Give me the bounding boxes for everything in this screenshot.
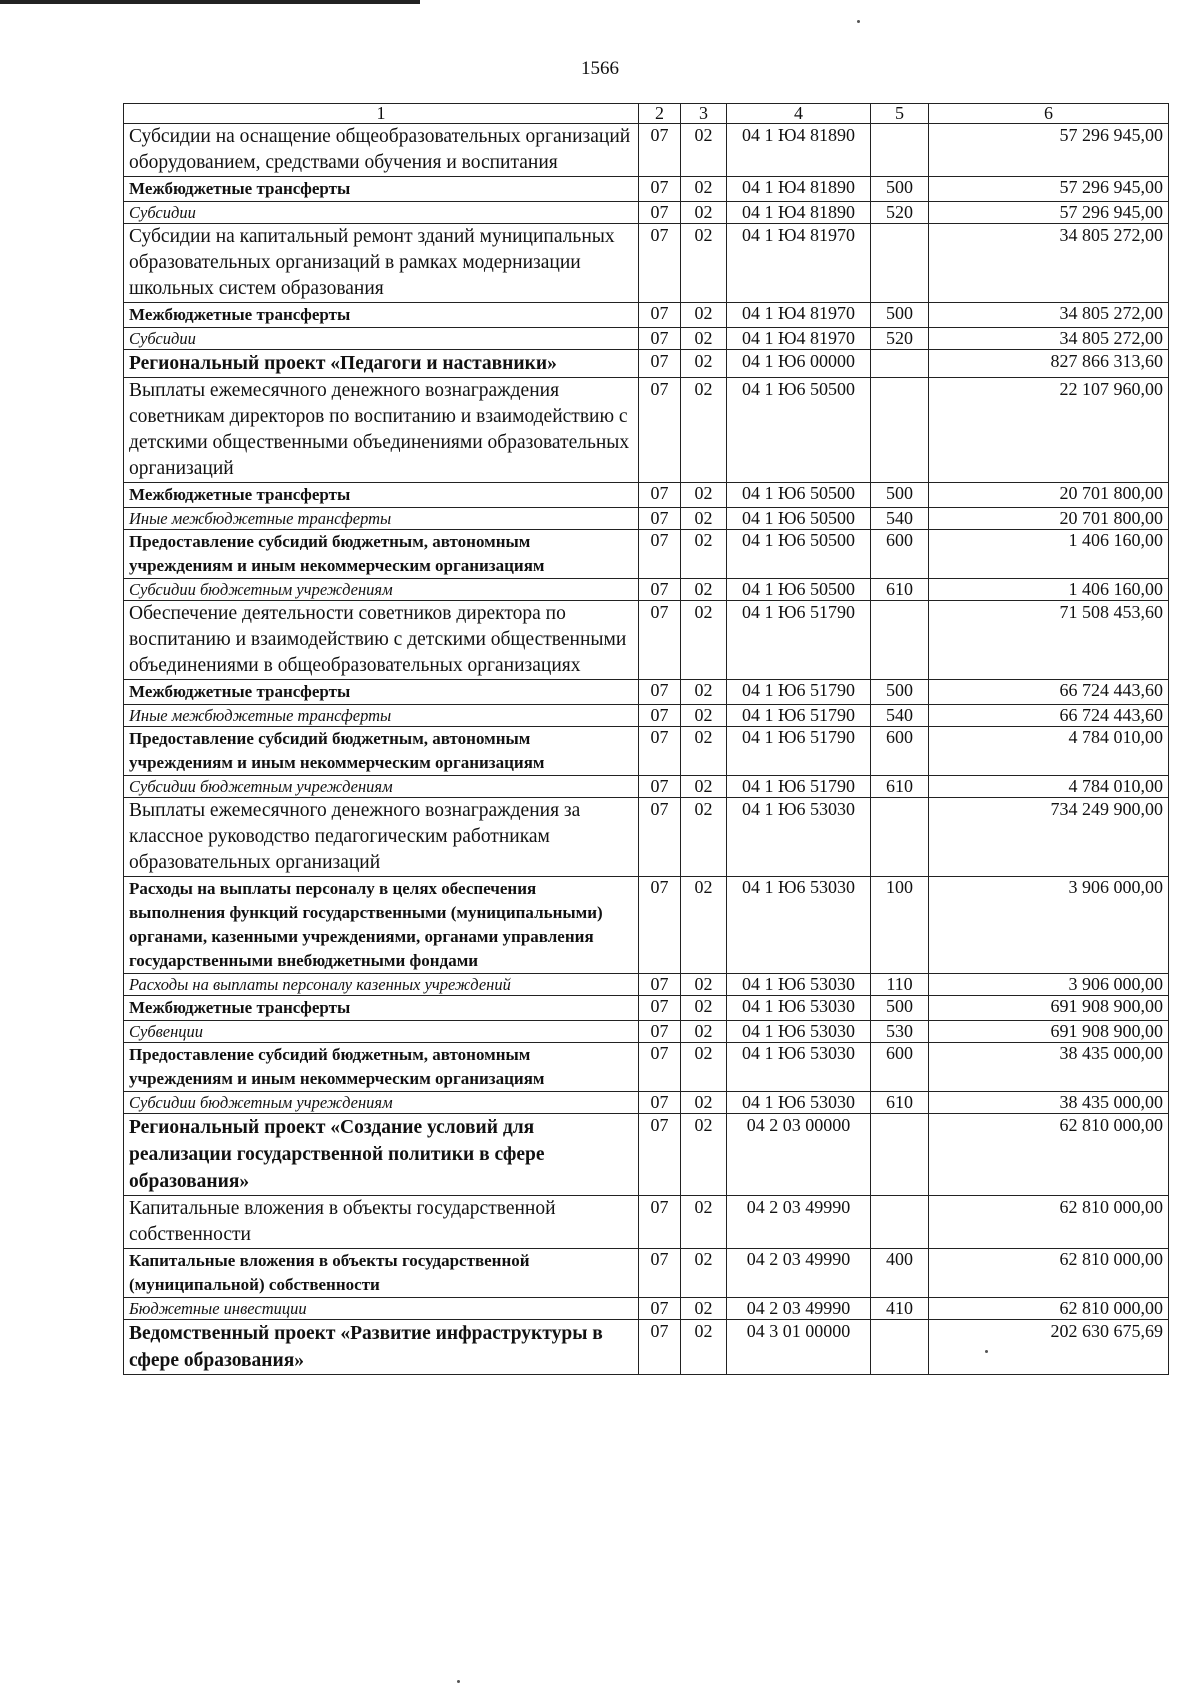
column-number-row <box>124 104 1169 124</box>
table-row <box>124 1114 1169 1196</box>
row-subsection-cell: 02 <box>681 1249 727 1298</box>
row-expense-type-cell <box>871 124 929 177</box>
table-row <box>124 328 1169 350</box>
row-amount-cell: 4 784 010,00 <box>929 776 1169 798</box>
row-expense-type-cell: 610 <box>871 579 929 601</box>
row-section-cell: 07 <box>639 508 681 530</box>
row-subsection-cell: 02 <box>681 798 727 877</box>
row-amount-cell: 38 435 000,00 <box>929 1043 1169 1092</box>
row-name-cell: Межбюджетные трансферты <box>124 996 639 1021</box>
row-section-cell: 07 <box>639 1298 681 1320</box>
column-header-4: 4 <box>727 104 871 124</box>
row-name-cell: Расходы на выплаты персоналу казенных учреждений <box>124 974 639 996</box>
row-section-cell: 07 <box>639 798 681 877</box>
row-expense-type-cell: 500 <box>871 303 929 328</box>
row-target-article-cell: 04 2 03 00000 <box>727 1114 871 1196</box>
row-amount-cell: 691 908 900,00 <box>929 996 1169 1021</box>
table-row <box>124 776 1169 798</box>
row-amount-cell: 3 906 000,00 <box>929 877 1169 974</box>
row-subsection-cell: 02 <box>681 224 727 303</box>
row-name-cell: Региональный проект «Педагоги и наставники» <box>124 350 639 378</box>
table-row <box>124 1298 1169 1320</box>
row-name-cell: Субсидии на капитальный ремонт зданий муниципальных образовательных организаций в рамках модернизации школьных систем образования <box>124 224 639 303</box>
row-subsection-cell: 02 <box>681 177 727 202</box>
row-section-cell: 07 <box>639 1092 681 1114</box>
row-expense-type-cell <box>871 1196 929 1249</box>
row-expense-type-cell <box>871 601 929 680</box>
row-target-article-cell: 04 1 Ю4 81970 <box>727 224 871 303</box>
row-target-article-cell: 04 1 Ю6 50500 <box>727 378 871 483</box>
row-name-cell: Межбюджетные трансферты <box>124 483 639 508</box>
row-expense-type-cell: 610 <box>871 776 929 798</box>
row-section-cell: 07 <box>639 378 681 483</box>
row-target-article-cell: 04 1 Ю6 51790 <box>727 705 871 727</box>
row-target-article-cell: 04 1 Ю6 00000 <box>727 350 871 378</box>
row-expense-type-cell: 540 <box>871 508 929 530</box>
row-target-article-cell: 04 1 Ю6 53030 <box>727 974 871 996</box>
row-name-cell: Иные межбюджетные трансферты <box>124 508 639 530</box>
row-target-article-cell: 04 1 Ю6 53030 <box>727 1092 871 1114</box>
row-amount-cell: 62 810 000,00 <box>929 1114 1169 1196</box>
row-expense-type-cell: 600 <box>871 1043 929 1092</box>
row-section-cell: 07 <box>639 483 681 508</box>
row-expense-type-cell: 500 <box>871 996 929 1021</box>
row-section-cell: 07 <box>639 776 681 798</box>
row-subsection-cell: 02 <box>681 1043 727 1092</box>
row-target-article-cell: 04 1 Ю6 53030 <box>727 1043 871 1092</box>
row-section-cell: 07 <box>639 1043 681 1092</box>
row-amount-cell: 1 406 160,00 <box>929 530 1169 579</box>
row-section-cell: 07 <box>639 680 681 705</box>
row-subsection-cell: 02 <box>681 483 727 508</box>
row-name-cell: Субсидии <box>124 202 639 224</box>
row-name-cell: Ведомственный проект «Развитие инфраструктуры в сфере образования» <box>124 1320 639 1375</box>
row-amount-cell: 66 724 443,60 <box>929 680 1169 705</box>
row-subsection-cell: 02 <box>681 601 727 680</box>
table-row <box>124 727 1169 776</box>
row-subsection-cell: 02 <box>681 877 727 974</box>
row-section-cell: 07 <box>639 530 681 579</box>
row-target-article-cell: 04 1 Ю6 53030 <box>727 798 871 877</box>
row-amount-cell: 691 908 900,00 <box>929 1021 1169 1043</box>
table-row <box>124 877 1169 974</box>
row-target-article-cell: 04 1 Ю6 50500 <box>727 530 871 579</box>
row-name-cell: Межбюджетные трансферты <box>124 177 639 202</box>
row-section-cell: 07 <box>639 224 681 303</box>
row-expense-type-cell: 500 <box>871 483 929 508</box>
row-subsection-cell: 02 <box>681 530 727 579</box>
row-amount-cell: 827 866 313,60 <box>929 350 1169 378</box>
row-expense-type-cell: 540 <box>871 705 929 727</box>
row-name-cell: Иные межбюджетные трансферты <box>124 705 639 727</box>
table-row <box>124 303 1169 328</box>
row-amount-cell: 20 701 800,00 <box>929 508 1169 530</box>
row-name-cell: Субсидии бюджетным учреждениям <box>124 579 639 601</box>
row-subsection-cell: 02 <box>681 996 727 1021</box>
row-expense-type-cell: 100 <box>871 877 929 974</box>
row-section-cell: 07 <box>639 328 681 350</box>
row-target-article-cell: 04 1 Ю6 50500 <box>727 508 871 530</box>
row-subsection-cell: 02 <box>681 328 727 350</box>
column-header-3: 3 <box>681 104 727 124</box>
row-expense-type-cell: 500 <box>871 177 929 202</box>
table-row <box>124 224 1169 303</box>
row-name-cell: Бюджетные инвестиции <box>124 1298 639 1320</box>
table-row <box>124 1320 1169 1375</box>
row-name-cell: Предоставление субсидий бюджетным, автономным учреждениям и иным некоммерческим организациям <box>124 727 639 776</box>
row-section-cell: 07 <box>639 124 681 177</box>
row-subsection-cell: 02 <box>681 680 727 705</box>
row-name-cell: Обеспечение деятельности советников директора по воспитанию и взаимодействию с детскими общественными объединениями в общеобразовательных организациях <box>124 601 639 680</box>
row-expense-type-cell: 110 <box>871 974 929 996</box>
row-target-article-cell: 04 2 03 49990 <box>727 1249 871 1298</box>
row-name-cell: Межбюджетные трансферты <box>124 680 639 705</box>
row-expense-type-cell: 530 <box>871 1021 929 1043</box>
row-amount-cell: 57 296 945,00 <box>929 202 1169 224</box>
scan-edge-line <box>0 0 420 4</box>
row-subsection-cell: 02 <box>681 1196 727 1249</box>
table-row <box>124 601 1169 680</box>
row-target-article-cell: 04 2 03 49990 <box>727 1196 871 1249</box>
row-subsection-cell: 02 <box>681 124 727 177</box>
table-row <box>124 974 1169 996</box>
row-subsection-cell: 02 <box>681 727 727 776</box>
row-section-cell: 07 <box>639 705 681 727</box>
row-target-article-cell: 04 3 01 00000 <box>727 1320 871 1375</box>
row-section-cell: 07 <box>639 177 681 202</box>
row-target-article-cell: 04 1 Ю6 51790 <box>727 601 871 680</box>
row-subsection-cell: 02 <box>681 508 727 530</box>
row-amount-cell: 62 810 000,00 <box>929 1249 1169 1298</box>
row-name-cell: Субсидии бюджетным учреждениям <box>124 776 639 798</box>
row-section-cell: 07 <box>639 877 681 974</box>
row-target-article-cell: 04 1 Ю4 81890 <box>727 202 871 224</box>
row-amount-cell: 57 296 945,00 <box>929 177 1169 202</box>
row-name-cell: Выплаты ежемесячного денежного вознаграждения советникам директоров по воспитанию и взаимодействию с детскими общественными объединениями образовательных организаций <box>124 378 639 483</box>
row-amount-cell: 34 805 272,00 <box>929 328 1169 350</box>
scan-speck <box>857 20 860 23</box>
row-section-cell: 07 <box>639 1196 681 1249</box>
row-expense-type-cell: 600 <box>871 727 929 776</box>
row-section-cell: 07 <box>639 202 681 224</box>
row-expense-type-cell <box>871 350 929 378</box>
column-header-5: 5 <box>871 104 929 124</box>
row-target-article-cell: 04 2 03 49990 <box>727 1298 871 1320</box>
scan-speck <box>985 1350 988 1353</box>
row-expense-type-cell: 410 <box>871 1298 929 1320</box>
row-amount-cell: 34 805 272,00 <box>929 303 1169 328</box>
column-header-1: 1 <box>124 104 639 124</box>
table-row <box>124 1092 1169 1114</box>
row-section-cell: 07 <box>639 727 681 776</box>
row-name-cell: Расходы на выплаты персоналу в целях обеспечения выполнения функций государственными (муниципальными) органами, казенными учреждениями, органами управления государственными внебюджетными фондами <box>124 877 639 974</box>
row-amount-cell: 4 784 010,00 <box>929 727 1169 776</box>
row-target-article-cell: 04 1 Ю6 50500 <box>727 579 871 601</box>
row-expense-type-cell: 610 <box>871 1092 929 1114</box>
table-row <box>124 1196 1169 1249</box>
row-target-article-cell: 04 1 Ю6 53030 <box>727 996 871 1021</box>
table-row <box>124 1043 1169 1092</box>
row-section-cell: 07 <box>639 974 681 996</box>
row-name-cell: Предоставление субсидий бюджетным, автономным учреждениям и иным некоммерческим организациям <box>124 1043 639 1092</box>
row-target-article-cell: 04 1 Ю6 51790 <box>727 727 871 776</box>
row-amount-cell: 66 724 443,60 <box>929 705 1169 727</box>
row-subsection-cell: 02 <box>681 1298 727 1320</box>
row-name-cell: Выплаты ежемесячного денежного вознаграждения за классное руководство педагогическим работникам образовательных организаций <box>124 798 639 877</box>
row-target-article-cell: 04 1 Ю4 81890 <box>727 124 871 177</box>
row-section-cell: 07 <box>639 1249 681 1298</box>
row-subsection-cell: 02 <box>681 350 727 378</box>
row-amount-cell: 71 508 453,60 <box>929 601 1169 680</box>
table-row <box>124 530 1169 579</box>
table-row <box>124 1021 1169 1043</box>
table-row <box>124 579 1169 601</box>
row-name-cell: Субсидии бюджетным учреждениям <box>124 1092 639 1114</box>
table-row <box>124 508 1169 530</box>
budget-table <box>123 103 1169 1375</box>
scan-speck <box>457 1680 460 1683</box>
row-amount-cell: 34 805 272,00 <box>929 224 1169 303</box>
column-header-6: 6 <box>929 104 1169 124</box>
row-name-cell: Капитальные вложения в объекты государственной собственности <box>124 1196 639 1249</box>
column-header-2: 2 <box>639 104 681 124</box>
row-section-cell: 07 <box>639 996 681 1021</box>
row-section-cell: 07 <box>639 1320 681 1375</box>
row-subsection-cell: 02 <box>681 1114 727 1196</box>
row-name-cell: Предоставление субсидий бюджетным, автономным учреждениям и иным некоммерческим организациям <box>124 530 639 579</box>
row-expense-type-cell <box>871 1320 929 1375</box>
row-expense-type-cell <box>871 378 929 483</box>
row-subsection-cell: 02 <box>681 579 727 601</box>
row-target-article-cell: 04 1 Ю6 53030 <box>727 1021 871 1043</box>
row-subsection-cell: 02 <box>681 1092 727 1114</box>
row-name-cell: Субсидии на оснащение общеобразовательных организаций оборудованием, средствами обучения и воспитания <box>124 124 639 177</box>
row-subsection-cell: 02 <box>681 974 727 996</box>
row-target-article-cell: 04 1 Ю6 51790 <box>727 776 871 798</box>
row-name-cell: Субвенции <box>124 1021 639 1043</box>
row-amount-cell: 20 701 800,00 <box>929 483 1169 508</box>
table-row <box>124 483 1169 508</box>
row-expense-type-cell: 520 <box>871 328 929 350</box>
row-target-article-cell: 04 1 Ю6 53030 <box>727 877 871 974</box>
row-section-cell: 07 <box>639 601 681 680</box>
table-row <box>124 680 1169 705</box>
table-row <box>124 996 1169 1021</box>
row-target-article-cell: 04 1 Ю6 50500 <box>727 483 871 508</box>
row-section-cell: 07 <box>639 1114 681 1196</box>
row-target-article-cell: 04 1 Ю4 81970 <box>727 303 871 328</box>
row-amount-cell: 734 249 900,00 <box>929 798 1169 877</box>
row-subsection-cell: 02 <box>681 202 727 224</box>
table-row <box>124 202 1169 224</box>
row-section-cell: 07 <box>639 350 681 378</box>
row-expense-type-cell <box>871 1114 929 1196</box>
row-name-cell: Субсидии <box>124 328 639 350</box>
table-row <box>124 798 1169 877</box>
table-row <box>124 1249 1169 1298</box>
row-amount-cell: 62 810 000,00 <box>929 1298 1169 1320</box>
table-row <box>124 378 1169 483</box>
row-target-article-cell: 04 1 Ю4 81970 <box>727 328 871 350</box>
row-expense-type-cell <box>871 224 929 303</box>
row-name-cell: Капитальные вложения в объекты государственной (муниципальной) собственности <box>124 1249 639 1298</box>
row-amount-cell: 1 406 160,00 <box>929 579 1169 601</box>
row-subsection-cell: 02 <box>681 705 727 727</box>
row-name-cell: Межбюджетные трансферты <box>124 303 639 328</box>
row-amount-cell: 38 435 000,00 <box>929 1092 1169 1114</box>
row-subsection-cell: 02 <box>681 776 727 798</box>
row-section-cell: 07 <box>639 1021 681 1043</box>
row-section-cell: 07 <box>639 579 681 601</box>
row-amount-cell: 62 810 000,00 <box>929 1196 1169 1249</box>
row-expense-type-cell <box>871 798 929 877</box>
row-target-article-cell: 04 1 Ю4 81890 <box>727 177 871 202</box>
row-subsection-cell: 02 <box>681 1021 727 1043</box>
row-name-cell: Региональный проект «Создание условий для реализации государственной политики в сфере образования» <box>124 1114 639 1196</box>
row-expense-type-cell: 600 <box>871 530 929 579</box>
page-number: 1566 <box>581 58 619 79</box>
table-body <box>124 124 1169 1375</box>
row-expense-type-cell: 500 <box>871 680 929 705</box>
row-subsection-cell: 02 <box>681 378 727 483</box>
row-amount-cell: 22 107 960,00 <box>929 378 1169 483</box>
table-row <box>124 124 1169 177</box>
row-target-article-cell: 04 1 Ю6 51790 <box>727 680 871 705</box>
row-expense-type-cell: 520 <box>871 202 929 224</box>
row-section-cell: 07 <box>639 303 681 328</box>
row-amount-cell: 3 906 000,00 <box>929 974 1169 996</box>
row-expense-type-cell: 400 <box>871 1249 929 1298</box>
row-subsection-cell: 02 <box>681 1320 727 1375</box>
row-amount-cell: 202 630 675,69 <box>929 1320 1169 1375</box>
row-amount-cell: 57 296 945,00 <box>929 124 1169 177</box>
table-row <box>124 705 1169 727</box>
table-row <box>124 177 1169 202</box>
row-subsection-cell: 02 <box>681 303 727 328</box>
table-row <box>124 350 1169 378</box>
